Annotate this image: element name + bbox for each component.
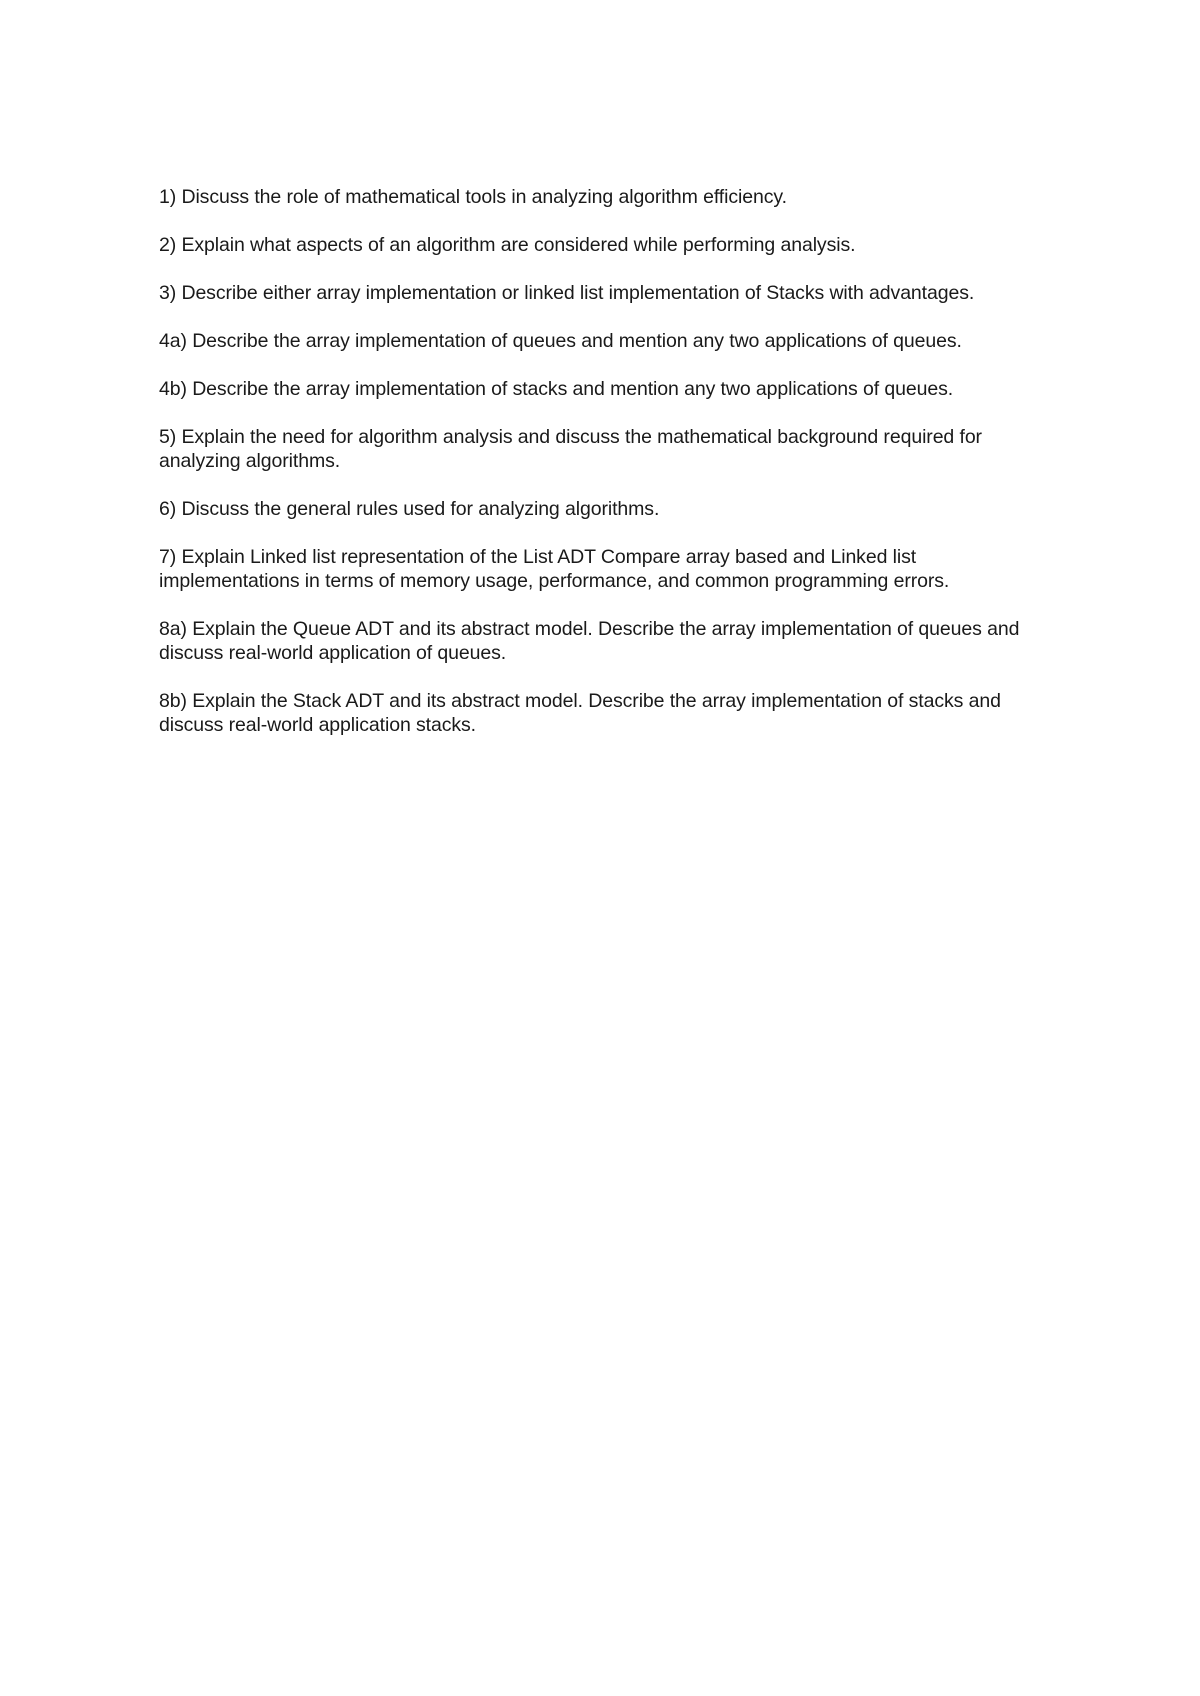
question-8b: 8b) Explain the Stack ADT and its abstract model. Describe the array implementation of stacks and discuss real-world application stacks. bbox=[159, 690, 1001, 736]
question-1: 1) Discuss the role of mathematical tools in analyzing algorithm efficiency. bbox=[159, 186, 787, 208]
question-6: 6) Discuss the general rules used for analyzing algorithms. bbox=[159, 498, 660, 520]
question-list bbox=[159, 185, 1059, 761]
question-4b: 4b) Describe the array implementation of stacks and mention any two applications of queues. bbox=[159, 378, 954, 400]
question-8a: 8a) Explain the Queue ADT and its abstract model. Describe the array implementation of queues and discuss real-world application of queues. bbox=[159, 618, 1020, 664]
question-7: 7) Explain Linked list representation of the List ADT Compare array based and Linked list implementations in terms of memory usage, performance, and common programming errors. bbox=[159, 546, 950, 592]
question-4a: 4a) Describe the array implementation of queues and mention any two applications of queues. bbox=[159, 330, 962, 352]
question-5: 5) Explain the need for algorithm analysis and discuss the mathematical background required for analyzing algorithms. bbox=[159, 426, 982, 472]
question-3: 3) Describe either array implementation or linked list implementation of Stacks with advantages. bbox=[159, 282, 975, 304]
question-2: 2) Explain what aspects of an algorithm are considered while performing analysis. bbox=[159, 234, 856, 256]
